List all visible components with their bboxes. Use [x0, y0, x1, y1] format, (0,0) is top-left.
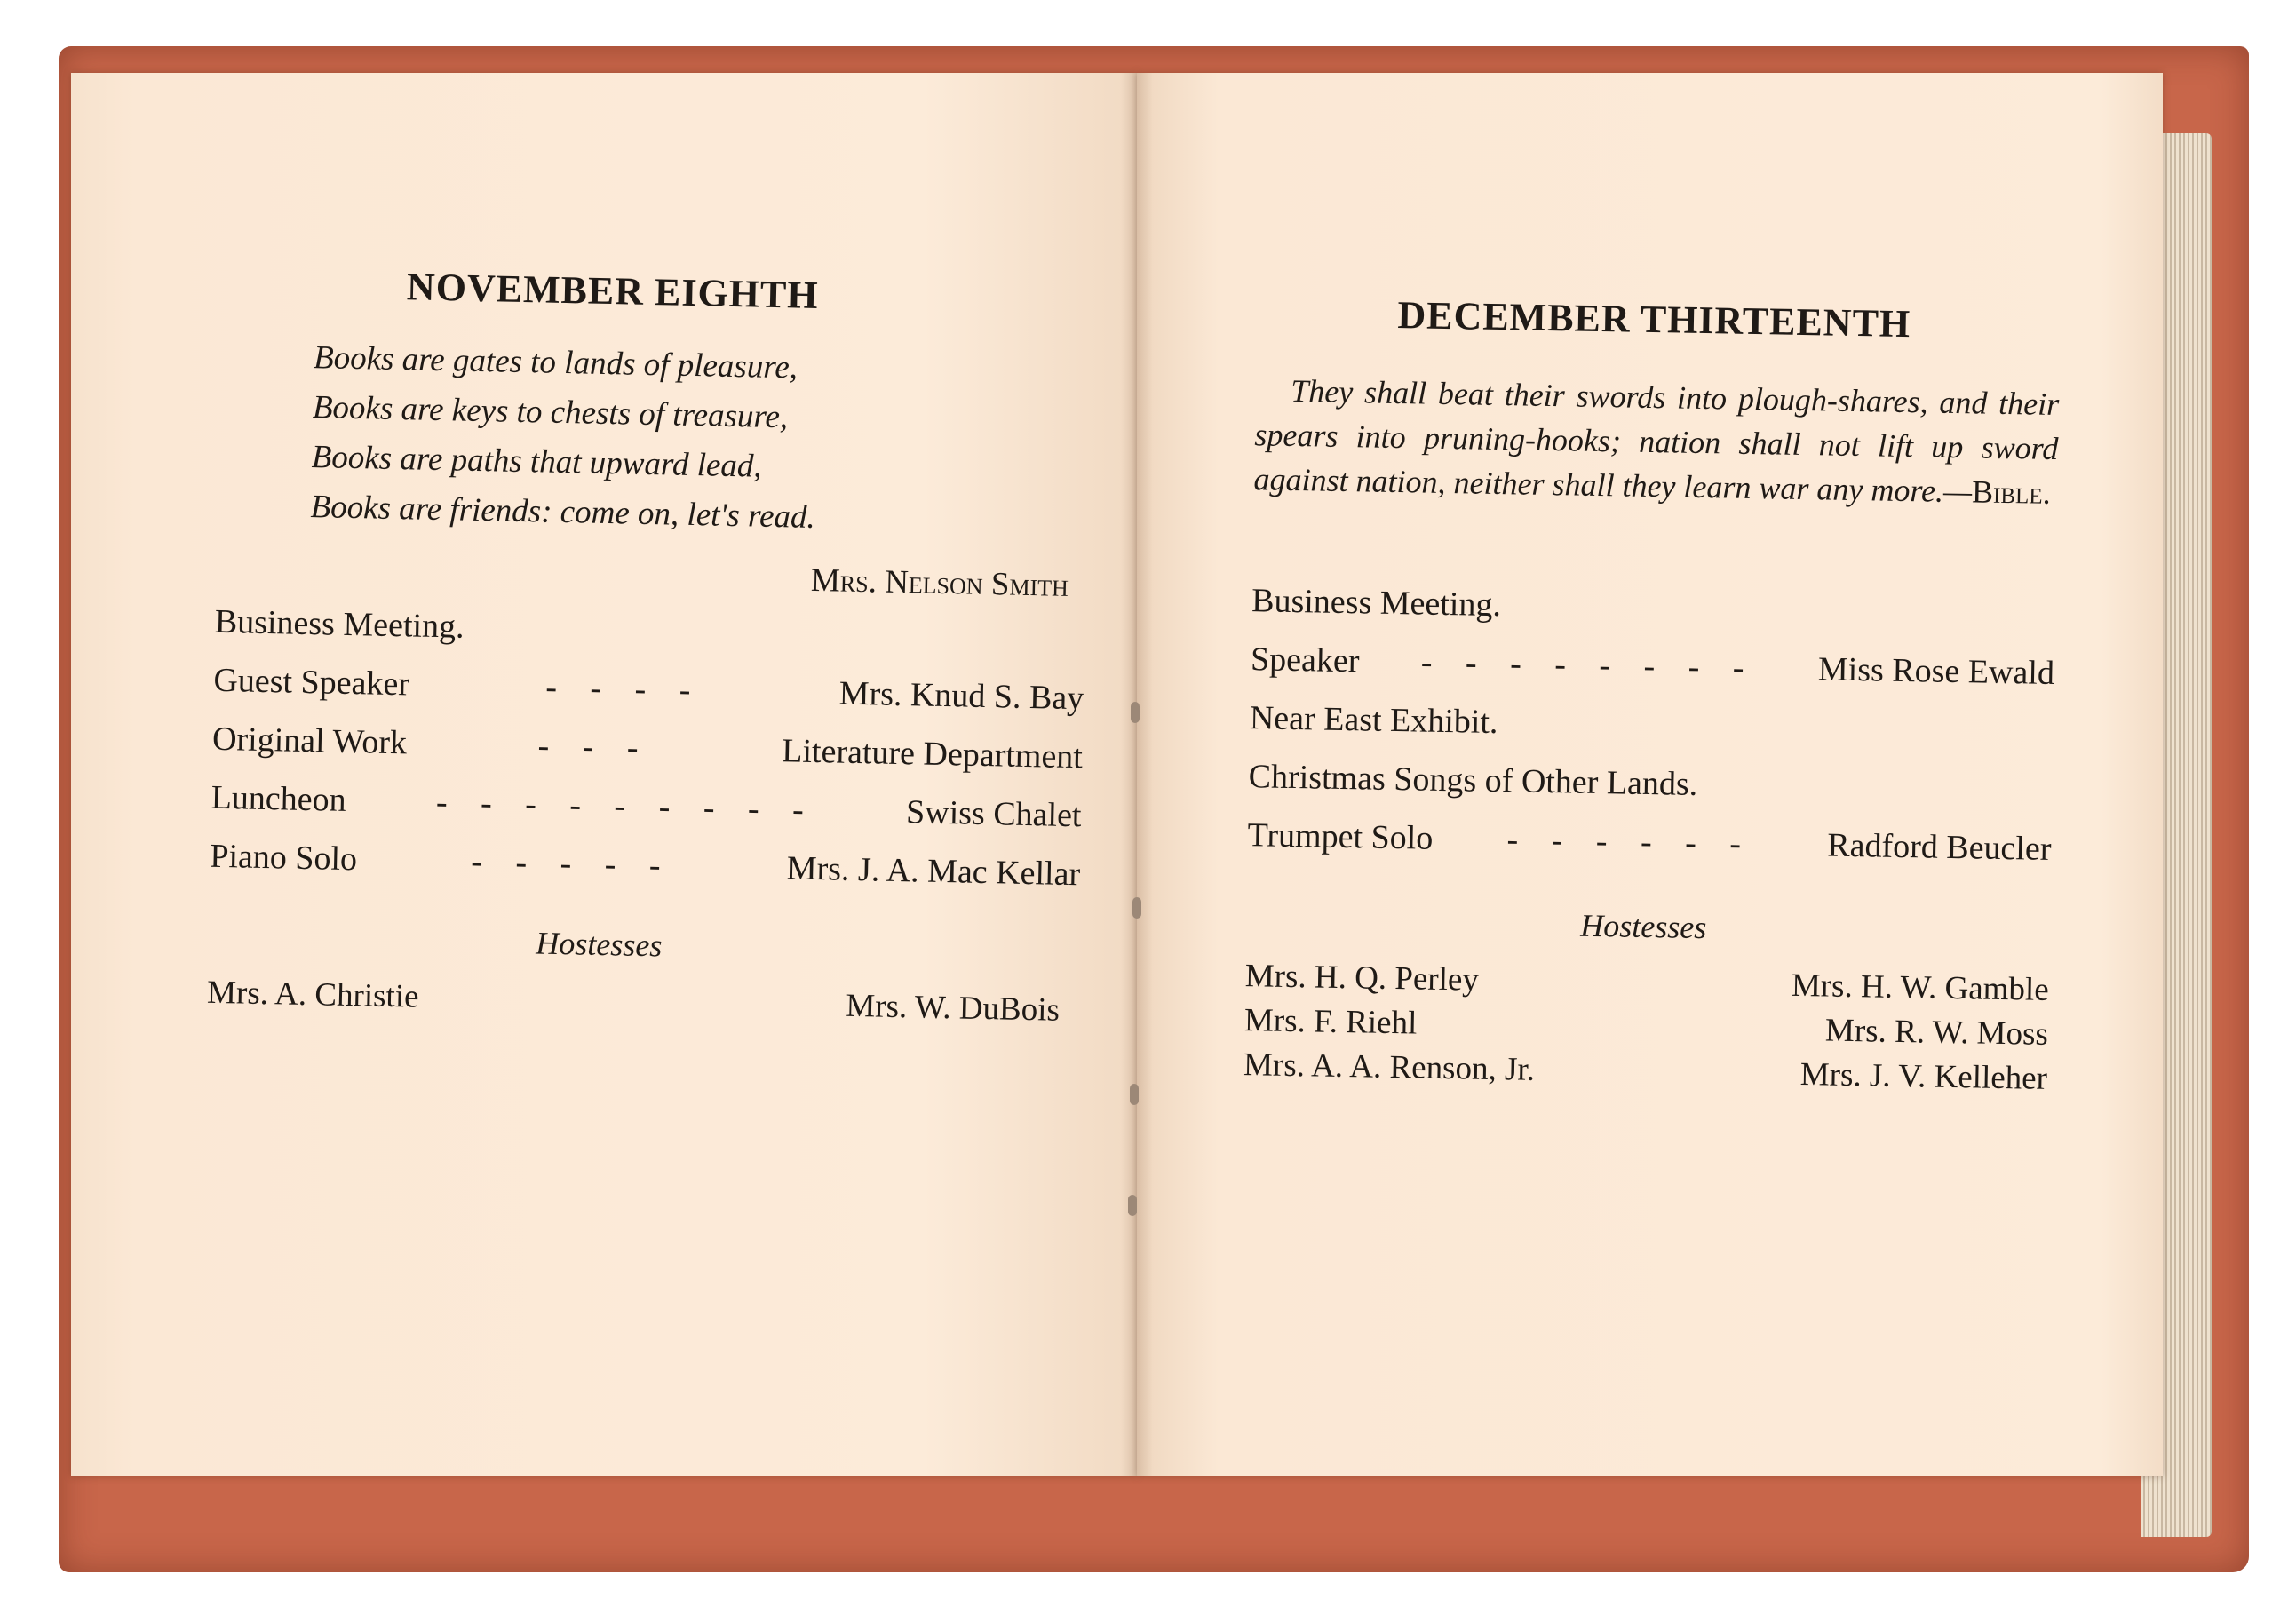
- program-item: Business Meeting.: [1251, 582, 1502, 625]
- program-item: Business Meeting.: [214, 602, 465, 646]
- poem-attribution: Mrs. Nelson Smith: [810, 561, 1069, 604]
- program-presenter: Mrs. Knud S. Bay: [838, 674, 1084, 718]
- program-item: Piano Solo: [209, 837, 358, 879]
- program-item: Guest Speaker: [213, 661, 410, 704]
- binding-stitch: [1132, 897, 1141, 919]
- program-item: Near East Exhibit.: [1249, 699, 1498, 742]
- left-page: [71, 73, 1137, 1476]
- right-page: [1137, 73, 2163, 1476]
- poem-line: Books are paths that upward lead,: [311, 439, 763, 485]
- hostesses-left-column: [207, 971, 419, 1020]
- hostess-name: Mrs. H. W. Gamble: [1791, 967, 2050, 1008]
- book-gutter: [1121, 73, 1153, 1476]
- program-item: Christmas Songs of Other Lands.: [1248, 758, 1698, 803]
- hostesses-right-column: [846, 984, 1061, 1033]
- dash-leader: [1498, 733, 2053, 743]
- hostess-name: Mrs. A. Christie: [206, 974, 419, 1015]
- program-list: [1247, 581, 2056, 888]
- bible-quote: [1253, 368, 2059, 515]
- quote-source: Bible.: [1971, 473, 2052, 511]
- hostess-name: Mrs. R. W. Moss: [1824, 1012, 2049, 1053]
- program-presenter: Literature Department: [781, 732, 1084, 776]
- hostess-name: Mrs. F. Riehl: [1243, 1002, 1418, 1042]
- hostess-name: Mrs. J. V. Kelleher: [1799, 1056, 2048, 1097]
- dash-leader: - - - - - -: [1506, 821, 1754, 863]
- poem: [310, 333, 819, 543]
- dash-leader: [1697, 795, 2052, 801]
- program-presenter: Swiss Chalet: [905, 793, 1082, 835]
- hostesses-label: Hostesses: [1580, 907, 1707, 946]
- poem-line: Books are gates to lands of pleasure,: [313, 339, 798, 386]
- program-presenter: Miss Rose Ewald: [1817, 650, 2055, 692]
- hostesses-left-column: [1243, 954, 1537, 1093]
- dash-leader: - - - - -: [470, 842, 673, 885]
- program-item: Luncheon: [211, 778, 347, 819]
- dash-leader: - - - - - - - -: [1420, 643, 1757, 688]
- program-item: Speaker: [1250, 640, 1360, 680]
- dash-leader: [1501, 616, 2055, 625]
- dash-leader: - - - -: [544, 668, 703, 710]
- program-item: Trumpet Solo: [1247, 816, 1434, 857]
- hostess-name: Mrs. W. DuBois: [845, 987, 1061, 1029]
- binding-stitch: [1128, 1195, 1137, 1216]
- program-presenter: Radford Beucler: [1826, 826, 2052, 868]
- program-presenter: Mrs. J. A. Mac Kellar: [786, 849, 1081, 894]
- dash-leader: [464, 638, 1084, 651]
- quote-text: They shall beat their swords into plough-shares, and their spears into pruning-hooks; nation shall not lift up sword against nation, neither shall they learn war any more.—: [1253, 372, 2060, 510]
- hostess-name: Mrs. A. A. Renson, Jr.: [1243, 1046, 1536, 1088]
- page-title-november: NOVEMBER EIGHTH: [406, 265, 820, 317]
- dash-leader: - - - - - - - - -: [435, 784, 817, 830]
- poem-line: Books are friends: come on, let's read.: [310, 489, 816, 536]
- binding-stitch: [1131, 702, 1140, 723]
- poem-line: Books are keys to chests of treasure,: [312, 389, 789, 436]
- hostesses-right-column: [1790, 964, 2049, 1102]
- program-item: Original Work: [211, 720, 408, 762]
- page-title-december: DECEMBER THIRTEENTH: [1397, 293, 1911, 346]
- dash-leader: - - -: [537, 727, 652, 768]
- hostess-name: Mrs. H. Q. Perley: [1244, 958, 1480, 998]
- binding-stitch: [1130, 1084, 1139, 1105]
- hostesses-label: Hostesses: [535, 925, 663, 964]
- program-list: [209, 602, 1085, 913]
